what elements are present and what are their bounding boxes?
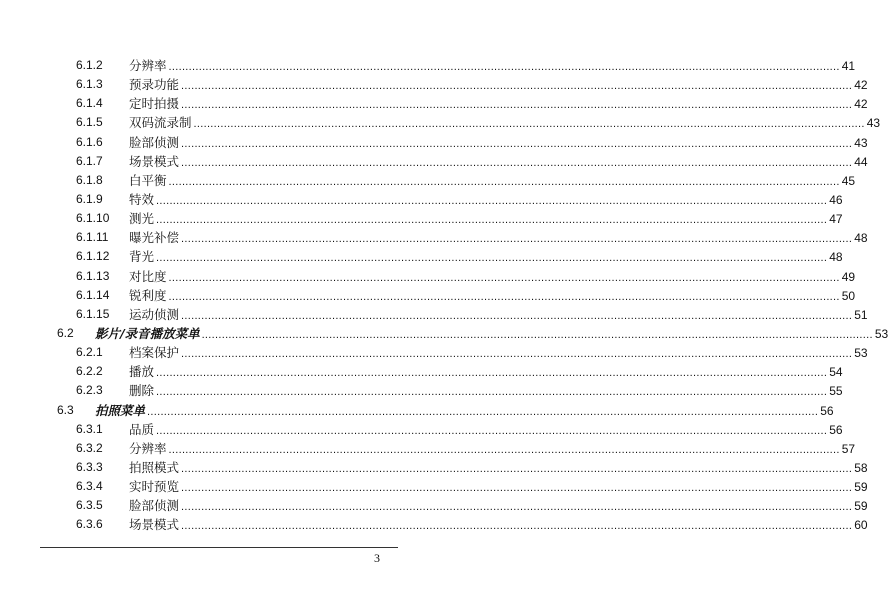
toc-dot-leader: ........................................................................................................................................................................................................ (168, 443, 840, 456)
toc-dot-leader: ........................................................................................................................................................................................................ (156, 424, 828, 437)
toc-entry-page: 47 (829, 212, 843, 227)
toc-section-entry[interactable] (0, 401, 834, 420)
toc-entry-number: 6.3.3 (76, 459, 103, 474)
toc-entry-number: 6.3.5 (76, 498, 103, 513)
toc-entry-number: 6.1.4 (76, 96, 103, 111)
toc-section-entry[interactable] (0, 324, 888, 343)
toc-dot-leader: ........................................................................................................................................................................................................ (168, 175, 840, 188)
toc-dot-leader: ........................................................................................................................................................................................................ (181, 462, 853, 475)
toc-entry-page: 42 (854, 97, 868, 112)
toc-entry[interactable] (0, 75, 868, 94)
toc-entry-title: 档案保护 (129, 345, 180, 361)
toc-entry-page: 59 (854, 499, 868, 514)
toc-entry[interactable] (0, 515, 868, 534)
toc-entry-page: 53 (854, 346, 868, 361)
toc-entry[interactable] (0, 477, 868, 496)
toc-entry-line (129, 381, 843, 402)
toc-entry-line (129, 228, 868, 249)
table-of-contents (0, 56, 888, 535)
toc-entry-number: 6.1.6 (76, 134, 103, 149)
toc-entry-title: 实时预览 (129, 479, 180, 495)
toc-entry[interactable] (0, 56, 856, 75)
toc-entry-title: 特效 (129, 191, 155, 207)
toc-entry-title: 品质 (129, 421, 155, 437)
toc-entry-line (129, 305, 868, 326)
toc-dot-leader: ........................................................................................................................................................................................................ (181, 501, 853, 514)
toc-entry-title: 分辨率 (129, 58, 167, 73)
toc-entry-title: 播放 (129, 364, 155, 380)
toc-entry-number: 6.3 (57, 402, 74, 417)
toc-entry-number: 6.1.5 (76, 115, 103, 130)
toc-entry-line (129, 362, 843, 383)
toc-entry[interactable] (0, 439, 856, 458)
toc-entry-page: 41 (841, 59, 856, 73)
toc-entry-title: 场景模式 (129, 153, 180, 169)
toc-entry-line (129, 247, 843, 268)
toc-entry-page: 55 (829, 384, 843, 399)
toc-entry-line (129, 190, 843, 211)
toc-entry-number: 6.1.2 (76, 58, 103, 72)
toc-entry[interactable] (0, 133, 868, 152)
toc-entry-page: 53 (874, 326, 888, 341)
toc-entry-page: 45 (841, 173, 856, 188)
toc-entry-line (129, 515, 868, 536)
toc-entry-line (129, 420, 843, 441)
toc-dot-leader: ........................................................................................................................................................................................................ (181, 156, 853, 169)
toc-entry-title: 双码流录制 (129, 115, 192, 131)
toc-entry-page: 57 (841, 441, 856, 456)
toc-entry[interactable] (0, 228, 868, 247)
toc-entry-page: 58 (854, 460, 868, 475)
toc-entry[interactable] (0, 305, 868, 324)
toc-entry-number: 6.3.4 (76, 479, 103, 494)
toc-entry-line (129, 94, 868, 115)
toc-dot-leader: ........................................................................................................................................................................................................ (168, 290, 840, 303)
toc-dot-leader: ........................................................................................................................................................................................................ (181, 309, 853, 322)
toc-entry-line (129, 113, 881, 134)
toc-entry-line (129, 152, 868, 173)
toc-entry-line (129, 133, 868, 154)
toc-dot-leader: ........................................................................................................................................................................................................ (201, 328, 873, 341)
toc-entry-line (129, 458, 868, 479)
toc-entry-line (129, 439, 856, 460)
toc-entry-title: 拍照菜单 (95, 402, 146, 418)
toc-entry-page: 54 (829, 365, 843, 380)
toc-dot-leader: ........................................................................................................................................................................................................ (181, 233, 853, 246)
toc-dot-leader: ........................................................................................................................................................................................................ (181, 137, 853, 150)
toc-entry-number: 6.3.2 (76, 440, 103, 455)
toc-entry-title: 预录功能 (129, 77, 180, 93)
toc-dot-leader: ........................................................................................................................................................................................................ (147, 405, 819, 418)
toc-entry-line (129, 343, 868, 364)
toc-dot-leader: ........................................................................................................................................................................................................ (168, 271, 840, 284)
toc-entry-title: 锐利度 (129, 287, 167, 303)
toc-entry[interactable] (0, 420, 843, 439)
toc-entry-title: 曝光补偿 (129, 230, 180, 246)
toc-entry[interactable] (0, 496, 868, 515)
toc-entry-number: 6.1.8 (76, 172, 103, 187)
toc-entry-title: 定时拍摄 (129, 96, 180, 112)
toc-entry-title: 运动侦测 (129, 306, 180, 322)
toc-entry[interactable] (0, 190, 843, 209)
toc-entry-number: 6.1.10 (76, 211, 110, 226)
toc-entry-number: 6.3.6 (76, 517, 103, 532)
toc-entry[interactable] (0, 458, 868, 477)
toc-entry[interactable] (0, 113, 881, 132)
toc-entry-line (95, 401, 834, 422)
toc-entry-line (129, 477, 868, 498)
toc-entry-title: 分辨率 (129, 440, 167, 456)
toc-dot-leader: ........................................................................................................................................................................................................ (156, 367, 828, 380)
toc-entry-page: 43 (866, 116, 881, 131)
toc-entry-title: 影片/录音播放菜单 (95, 325, 200, 341)
toc-entry-number: 6.1.3 (76, 77, 103, 92)
toc-entry-number: 6.1.15 (76, 306, 110, 321)
toc-entry[interactable] (0, 267, 856, 286)
toc-entry-line (129, 286, 856, 307)
toc-entry-number: 6.1.14 (76, 287, 110, 302)
toc-entry-line (129, 209, 843, 230)
toc-entry[interactable] (0, 171, 856, 190)
toc-entry-number: 6.1.7 (76, 153, 103, 168)
toc-entry[interactable] (0, 247, 843, 266)
toc-entry-title: 脸部侦测 (129, 498, 180, 514)
toc-dot-leader: ........................................................................................................................................................................................................ (181, 520, 853, 533)
toc-dot-leader: ........................................................................................................................................................................................................ (181, 348, 853, 361)
toc-entry-line (95, 324, 888, 345)
toc-entry-line (129, 171, 856, 192)
toc-entry-number: 6.1.13 (76, 268, 110, 283)
toc-entry-line (129, 75, 868, 96)
toc-entry-title: 脸部侦测 (129, 134, 180, 150)
toc-entry-number: 6.2.2 (76, 364, 103, 379)
toc-entry-title: 测光 (129, 211, 155, 227)
toc-dot-leader: ........................................................................................................................................................................................................ (181, 99, 853, 112)
page-number: 3 (374, 551, 380, 565)
toc-entry-page: 46 (829, 192, 843, 207)
toc-dot-leader: ........................................................................................................................................................................................................ (156, 252, 828, 265)
toc-dot-leader: ........................................................................................................................................................................................................ (181, 482, 853, 495)
toc-entry-number: 6.1.12 (76, 249, 110, 264)
toc-entry-page: 60 (854, 518, 868, 533)
toc-entry-line (129, 496, 868, 517)
toc-entry[interactable] (0, 362, 843, 381)
toc-entry-title: 删除 (129, 383, 155, 399)
toc-entry-number: 6.3.1 (76, 421, 103, 436)
toc-entry-number: 6.2.3 (76, 383, 103, 398)
toc-entry-page: 48 (829, 250, 843, 265)
toc-entry-line (129, 267, 856, 288)
toc-entry-number: 6.2.1 (76, 345, 103, 360)
toc-entry-page: 56 (820, 403, 834, 418)
toc-dot-leader: ........................................................................................................................................................................................................ (193, 118, 865, 131)
toc-entry-number: 6.2 (57, 325, 74, 340)
toc-entry-page: 44 (854, 154, 868, 169)
toc-entry-page: 49 (841, 269, 856, 284)
toc-entry-page: 43 (854, 135, 868, 150)
toc-entry-page: 50 (841, 288, 856, 303)
toc-entry-line (129, 56, 856, 77)
toc-entry[interactable] (0, 286, 856, 305)
toc-dot-leader: ........................................................................................................................................................................................................ (156, 214, 828, 227)
toc-entry[interactable] (0, 152, 868, 171)
toc-entry-page: 51 (854, 307, 868, 322)
toc-entry-title: 白平衡 (129, 172, 167, 188)
toc-entry[interactable] (0, 381, 843, 400)
footer-divider (40, 547, 398, 548)
toc-entry-page: 48 (854, 231, 868, 246)
toc-dot-leader: ........................................................................................................................................................................................................ (156, 194, 828, 207)
toc-dot-leader: ........................................................................................................................................................................................................ (168, 61, 840, 73)
toc-entry-page: 59 (854, 480, 868, 495)
toc-dot-leader: ........................................................................................................................................................................................................ (181, 80, 853, 93)
toc-entry[interactable] (0, 343, 868, 362)
toc-entry-number: 6.1.9 (76, 191, 103, 206)
toc-entry-title: 对比度 (129, 268, 167, 284)
toc-dot-leader: ........................................................................................................................................................................................................ (156, 386, 828, 399)
toc-entry[interactable] (0, 94, 868, 113)
toc-entry-title: 拍照模式 (129, 459, 180, 475)
toc-entry-title: 背光 (129, 249, 155, 265)
toc-entry-page: 42 (854, 78, 868, 93)
toc-entry-number: 6.1.11 (76, 230, 109, 245)
toc-entry[interactable] (0, 209, 843, 228)
toc-entry-page: 56 (829, 422, 843, 437)
toc-entry-title: 场景模式 (129, 517, 180, 533)
